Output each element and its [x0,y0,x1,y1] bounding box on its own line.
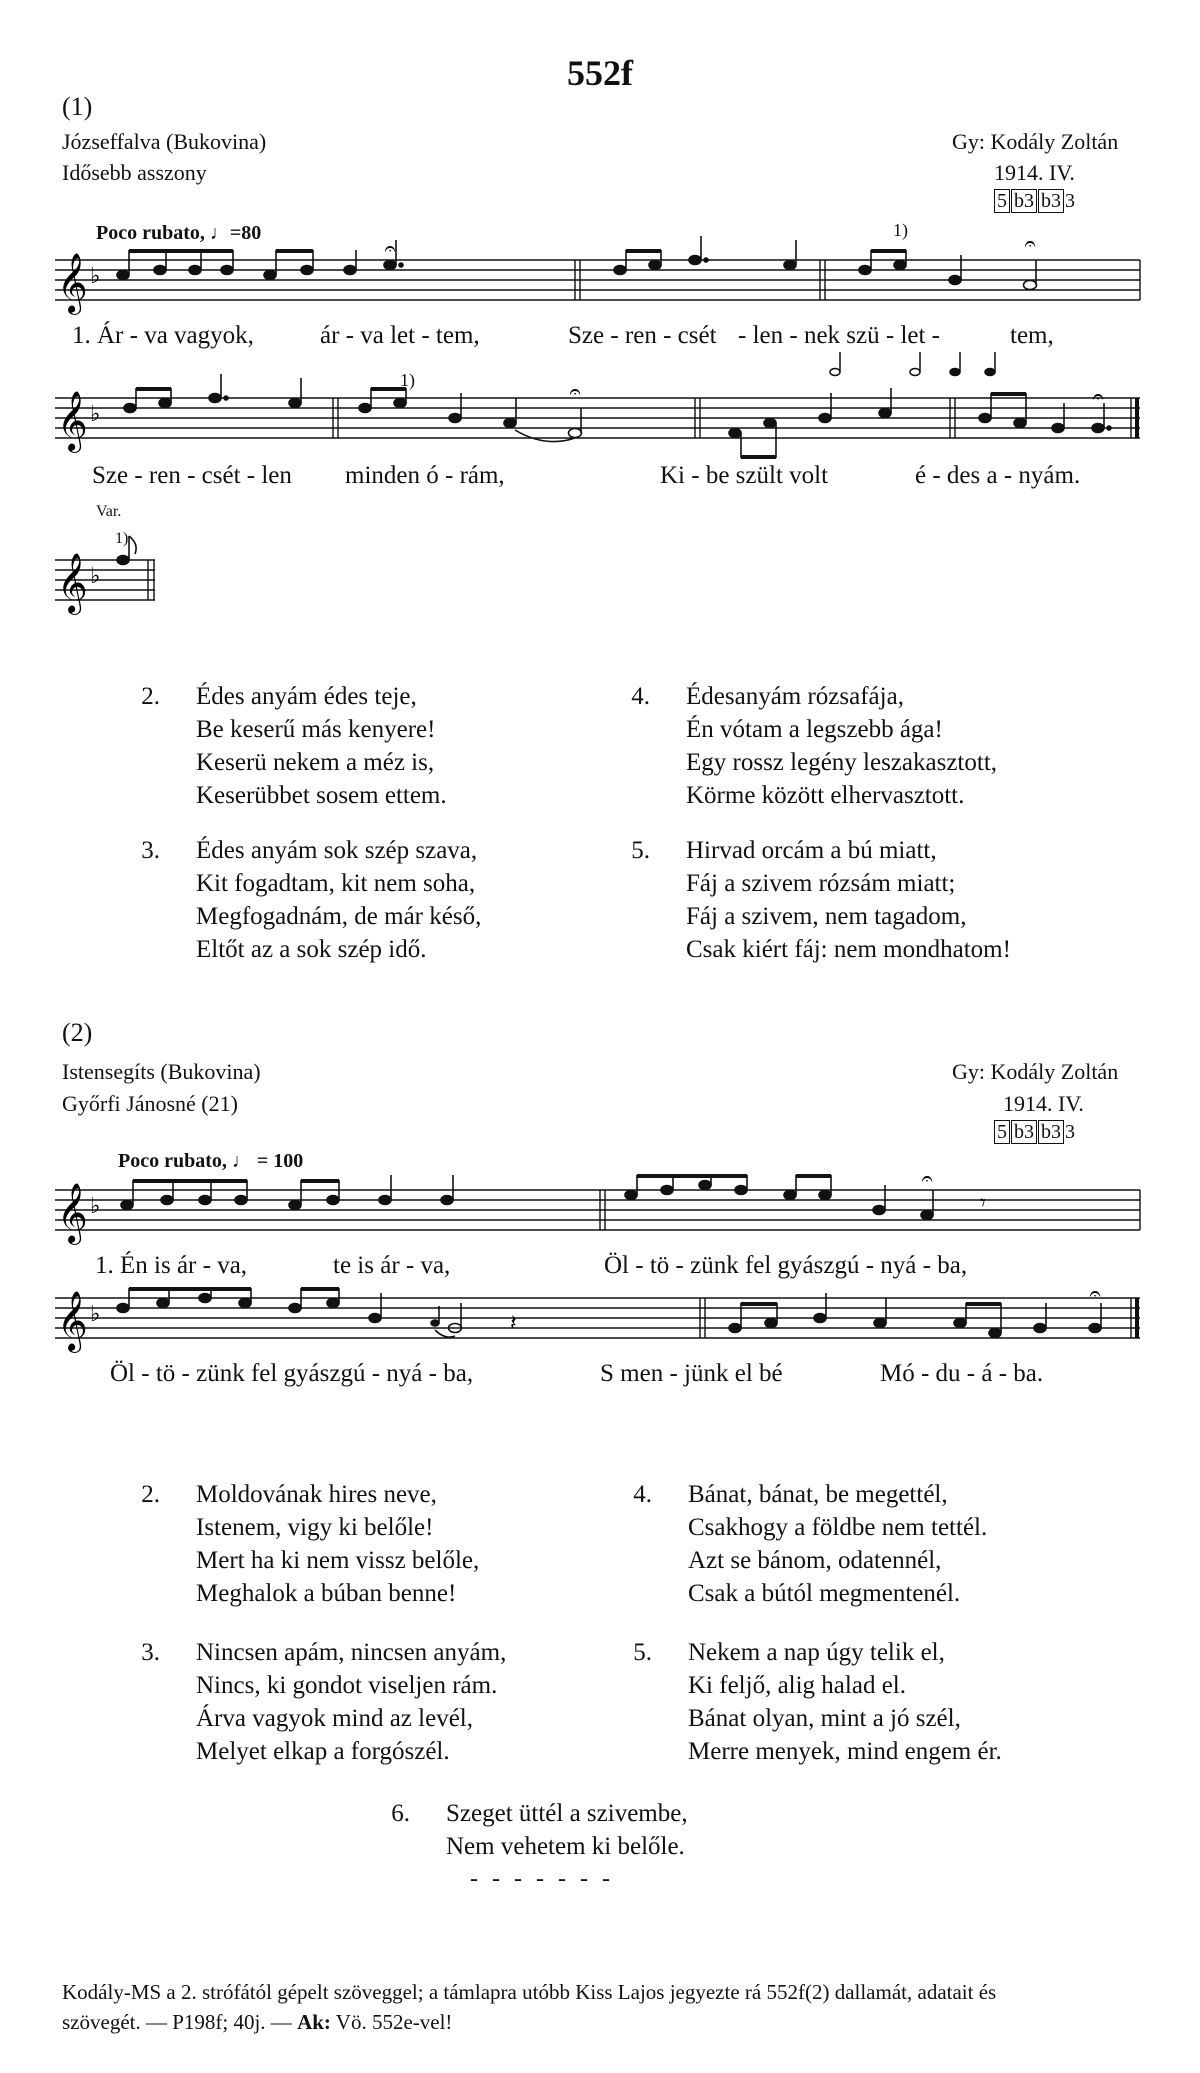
stanza-lines [196,1478,479,1610]
stanza-line: Édes anyám édes teje, [196,683,417,710]
stanza-line: Szeget üttél a szivembe, [446,1800,688,1827]
footnote-mark: 1) [400,370,415,390]
stanza-line: Bánat olyan, mint a jó szél, [688,1705,961,1732]
eighth-rest-icon: 𝄾 [980,1190,986,1215]
stanza-number: 5. [631,837,650,864]
stanza-line: Csak a bútól megmentenél. [688,1580,961,1607]
stanza-line: Nincsen apám, nincsen anyám, [196,1639,507,1666]
stanza-line: Melyet elkap a forgószél. [196,1738,450,1765]
section-1-tempo: Poco rubato, ♩=80 [96,222,262,244]
stanza-number: 6. [391,1800,410,1827]
flat-icon: ♭ [90,564,101,589]
section-1-lyric-2a: Sze - ren - csét - len [92,462,292,489]
cadence-last: 3 [1065,190,1075,212]
stanza-line: Kit fogadtam, kit nem soha, [196,870,476,897]
fermata-icon: 𝄐 [1089,1283,1101,1305]
stanza-line: Be keserű más kenyere! [196,716,436,743]
stanza-line: Nekem a nap úgy telik el, [688,1639,945,1666]
stanza [120,1478,479,1610]
section-1-number: (1) [62,92,93,121]
stanza-number: 3. [141,837,160,864]
stanza [120,834,481,966]
cadence-box: b3 [1038,1120,1064,1144]
stanza-line: Csakhogy a földbe nem tettél. [688,1514,988,1541]
section-1-cadence [994,189,1075,213]
flat-icon: ♭ [90,264,101,289]
section-2-lyric-2b: S men - jünk el bé [600,1360,783,1387]
section-2-lyric-1a: 1. Én is ár - va, [95,1252,248,1279]
stanza-lines [686,680,997,812]
stanza [612,1478,987,1610]
flat-icon: ♭ [90,1302,101,1327]
flat-icon: ♭ [90,402,101,427]
stanza-lines [686,834,1011,966]
footnote-line-2 [62,2007,1152,2037]
stanza-line: Árva vagyok mind az levél, [196,1705,473,1732]
section-1-singer: Idősebb asszony [62,160,207,185]
stanza-number: 3. [141,1639,160,1666]
stanza-line: Én vótam a legszebb ága! [686,716,943,743]
treble-clef-icon: 𝄞 [57,1183,88,1243]
stanza-number: 4. [633,1481,652,1508]
cadence-box: b3 [1011,189,1037,213]
stanza-line: Istenem, vigy ki belőle! [196,1514,434,1541]
footnote-compare: Vö. 552e-vel! [330,2010,453,2034]
section-1-place: Józseffalva (Bukovina) [62,129,267,154]
stanza [120,1636,506,1768]
cadence-box: b3 [1038,189,1064,213]
footnote-mark: 1) [893,220,908,240]
stanza [120,680,447,812]
section-1-collector: Gy: Kodály Zoltán [952,129,1119,154]
section-1-date: 1914. IV. [994,160,1075,185]
variant-staff [55,550,165,613]
page-number: 552f [567,53,633,93]
footnote-line-1: Kodály-MS a 2. strófától gépelt szöveggel; a támlapra utóbb Kiss Lajos jegyezte rá 552f(2) dallamát, adatait és [62,1980,997,2004]
stanza-line: Keserü nekem a méz is, [196,749,435,776]
stanza-line: Merre menyek, mind engem ér. [688,1738,1002,1765]
treble-clef-icon: 𝄞 [57,553,88,613]
section-1-lyric-1d: - len - nek szü - let - [738,322,941,349]
section-1-lyric-1e: tem, [1010,322,1054,349]
music-staff-2 [55,381,1145,458]
stanza-line: Keserübbet sosem ettem. [196,782,447,809]
treble-clef-icon: 𝄞 [57,1291,88,1351]
stanza-line: Nem vehetem ki belőle. [446,1833,685,1860]
stanza-line: Csak kiért fáj: nem mondhatom! [686,936,1011,963]
stanza-line: Ki feljő, alig halad el. [688,1672,906,1699]
cadence-box: b3 [1011,1120,1037,1144]
stanza-lines [196,1636,506,1768]
stanza-lines [446,1797,688,1863]
stanza-line: Édes anyám sok szép szava, [196,837,478,864]
section-1-lyric-1a: 1. Ár - va vagyok, [72,322,254,349]
section-2-singer: Győrfi Jánosné (21) [62,1091,238,1116]
section-2-cadence [994,1120,1075,1144]
stanza-line: Mert ha ki nem vissz belőle, [196,1547,480,1574]
stanza-line: Azt se bánom, odatennél, [688,1547,942,1574]
quarter-rest-icon: 𝄽 [510,1310,517,1335]
footnote-mark: 1) [115,530,129,547]
fermata-icon: 𝄐 [1092,386,1104,408]
stanza-line: Moldovának hires neve, [196,1481,437,1508]
stanza-line: Nincs, ki gondot viseljen rám. [196,1672,498,1699]
stanza-lines [196,680,447,812]
cadence-last: 3 [1065,1121,1075,1143]
stanza-line: Fáj a szivem, nem tagadom, [686,903,967,930]
section-2-number: (2) [62,1018,93,1047]
music-staff-3 [55,1168,1145,1250]
end-dashes: - - - - - - - [470,1866,614,1892]
flat-icon: ♭ [90,1194,101,1219]
section-1-lyric-2d: é - des a - nyám. [915,462,1081,489]
stanza-line: Bánat, bánat, be megettél, [688,1481,948,1508]
section-2-lyric-1c: Öl - tö - zünk fel gyászgú - nyá - ba, [604,1252,968,1279]
section-2-collector: Gy: Kodály Zoltán [952,1059,1119,1084]
section-2-lyric-2c: Mó - du - á - ba. [880,1360,1044,1387]
section-2-place: Istensegíts (Bukovina) [62,1059,261,1084]
footnote [62,1977,1152,2037]
section-1-lyric-1c: Sze - ren - csét [568,322,717,349]
stanza-line: Megfogadnám, de már késő, [196,903,482,930]
stanza-line: Eltőt az a sok szép idő. [196,936,427,963]
stanza-number: 4. [631,683,650,710]
stanza-line: Egy rossz legény leszakasztott, [686,749,998,776]
stanza-number: 5. [633,1639,652,1666]
stanza-line: Fáj a szivem rózsám miatt; [686,870,956,897]
music-staff-4 [55,1283,1145,1358]
stanza [610,680,997,812]
stanza [370,1797,688,1863]
stanza-line: Édesanyám rózsafája, [686,683,904,710]
stanza [610,834,1011,966]
cadence-box: 5 [994,1120,1010,1144]
fermata-icon: 𝄐 [384,238,396,260]
fermata-icon: 𝄐 [921,1168,933,1190]
stanza-line: Körme között elhervasztott. [686,782,965,809]
stanza-number: 2. [141,1481,160,1508]
cadence-box: 5 [994,189,1010,213]
footnote-ref: szövegét. — P198f; 40j. — [62,2010,298,2034]
fermata-icon: 𝄐 [569,381,581,403]
section-1-lyric-1b: ár - va let - tem, [320,322,480,349]
section-2-date: 1914. IV. [1003,1091,1084,1116]
stanza-line: Hirvad orcám a bú miatt, [686,837,937,864]
variant-label: Var. [96,503,122,520]
stanza-number: 2. [141,683,160,710]
section-1-lyric-2b: minden ó - rám, [345,462,505,489]
section-1-lyric-2c: Ki - be szült volt [660,462,829,489]
section-2-tempo: Poco rubato, ♩ = 100 [118,1150,304,1172]
stanza-lines [196,834,481,966]
section-2-lyric-1b: te is ár - va, [333,1252,451,1279]
footnote-ak-label: Ak: [297,2010,331,2034]
stanza-lines [688,1636,1002,1768]
treble-clef-icon: 𝄞 [57,253,88,313]
treble-clef-icon: 𝄞 [57,391,88,451]
section-2-lyric-2a: Öl - tö - zünk fel gyászgú - nyá - ba, [110,1360,474,1387]
stanza-lines [688,1478,987,1610]
fermata-icon: 𝄐 [1024,233,1036,255]
stanza-line: Meghalok a búban benne! [196,1580,457,1607]
stanza [612,1636,1002,1768]
